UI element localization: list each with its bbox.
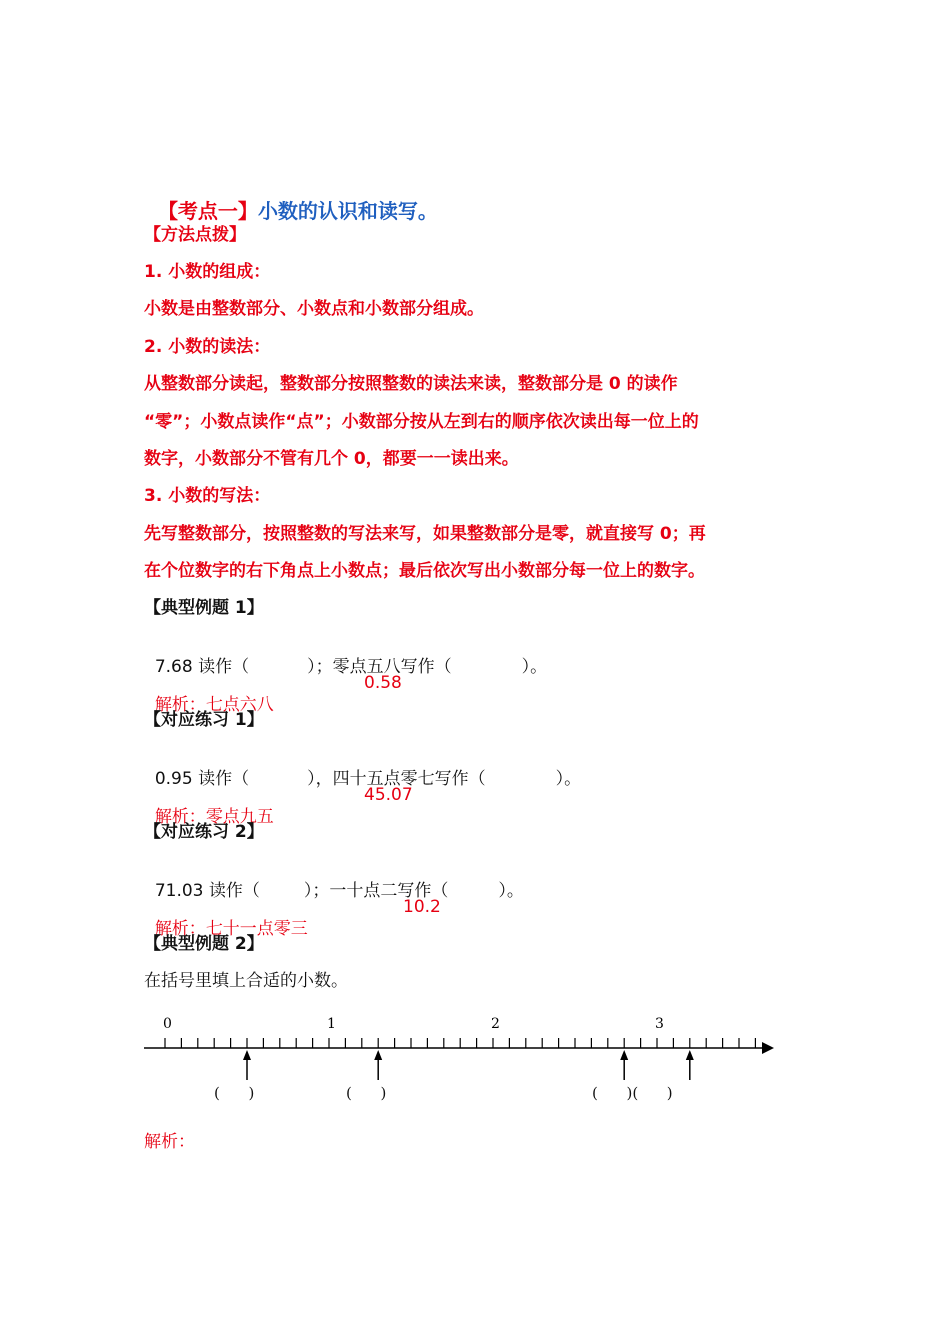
practice2-label: 【对应练习 2】 <box>144 822 264 842</box>
number-line-pointer-arrow <box>374 1050 382 1080</box>
topic-heading <box>144 178 438 222</box>
practice2-q-part1: 71.03 读作（ <box>154 881 260 901</box>
section3-title: 3. 小数的写法： <box>144 486 271 506</box>
practice1-answer2: 45.07 <box>364 785 413 805</box>
example1-label: 【典型例题 1】 <box>144 598 264 618</box>
section1-title: 1. 小数的组成： <box>144 262 271 282</box>
topic-title: 小数的认识和读写。 <box>257 199 438 223</box>
example1-q-part1: 7.68 读作（ <box>154 657 250 677</box>
number-line <box>140 1010 790 1085</box>
number-line-pointer-arrow <box>620 1050 628 1080</box>
number-line-label: 3 <box>655 1016 664 1032</box>
section2-text-line3: 数字，小数部分不管有几个 0，都要一一读出来。 <box>144 449 519 469</box>
section2-text-line1: 从整数部分读起，整数部分按照整数的读法来读，整数部分是 0 的读作 <box>144 374 678 394</box>
practice1-label: 【对应练习 1】 <box>144 710 264 730</box>
example2-question: 在括号里填上合适的小数。 <box>144 971 348 991</box>
example1-q-part3: ）。 <box>521 657 548 677</box>
example1-answer-label: 解析： <box>154 695 206 715</box>
example1-q-part2: ）；零点五八写作（ <box>307 657 452 677</box>
example1-answer1: 七点六八 <box>205 695 274 715</box>
practice1-q-part2: ），四十五点零七写作（ <box>307 769 486 789</box>
example2-answer-label: 解析： <box>144 1132 195 1152</box>
practice2-answer-label: 解析： <box>154 919 206 939</box>
section1-text: 小数是由整数部分、小数点和小数部分组成。 <box>144 299 484 319</box>
section3-text-line1: 先写整数部分，按照整数的写法来写，如果整数部分是零，就直接写 0；再 <box>144 524 706 544</box>
method-label: 【方法点拨】 <box>144 225 246 245</box>
number-line-arrowhead <box>762 1042 774 1054</box>
number-line-label: 2 <box>491 1016 500 1032</box>
blank-1[interactable]: ( ) <box>214 1084 255 1102</box>
section2-title: 2. 小数的读法： <box>144 337 271 357</box>
blank-3-4[interactable]: ( )( ) <box>592 1084 673 1102</box>
practice1-answer1: 零点九五 <box>205 807 274 827</box>
practice1-q-part1: 0.95 读作（ <box>154 769 250 789</box>
practice2-answer1: 七十一点零三 <box>205 919 308 939</box>
practice1-answer-label: 解析： <box>154 807 206 827</box>
example1-answer2: 0.58 <box>364 673 402 693</box>
practice1-q-part3: ）。 <box>555 769 582 789</box>
topic-prefix: 【考点一】 <box>157 199 258 223</box>
number-line-pointer-arrow <box>243 1050 251 1080</box>
section3-text-line2: 在个位数字的右下角点上小数点；最后依次写出小数部分每一位上的数字。 <box>144 561 705 581</box>
example2-label: 【典型例题 2】 <box>144 934 264 954</box>
practice2-q-part2: ）；一十点二写作（ <box>303 881 449 901</box>
practice2-q-part3: ）。 <box>498 881 524 901</box>
practice2-answer2: 10.2 <box>403 897 441 917</box>
section2-text-line2: “零”；小数点读作“点”；小数部分按从左到右的顺序依次读出每一位上的 <box>144 412 699 432</box>
number-line-pointer-arrow <box>686 1050 694 1080</box>
number-line-label: 0 <box>163 1016 172 1032</box>
number-line-label: 1 <box>327 1016 336 1032</box>
blank-2[interactable]: ( ) <box>346 1084 387 1102</box>
